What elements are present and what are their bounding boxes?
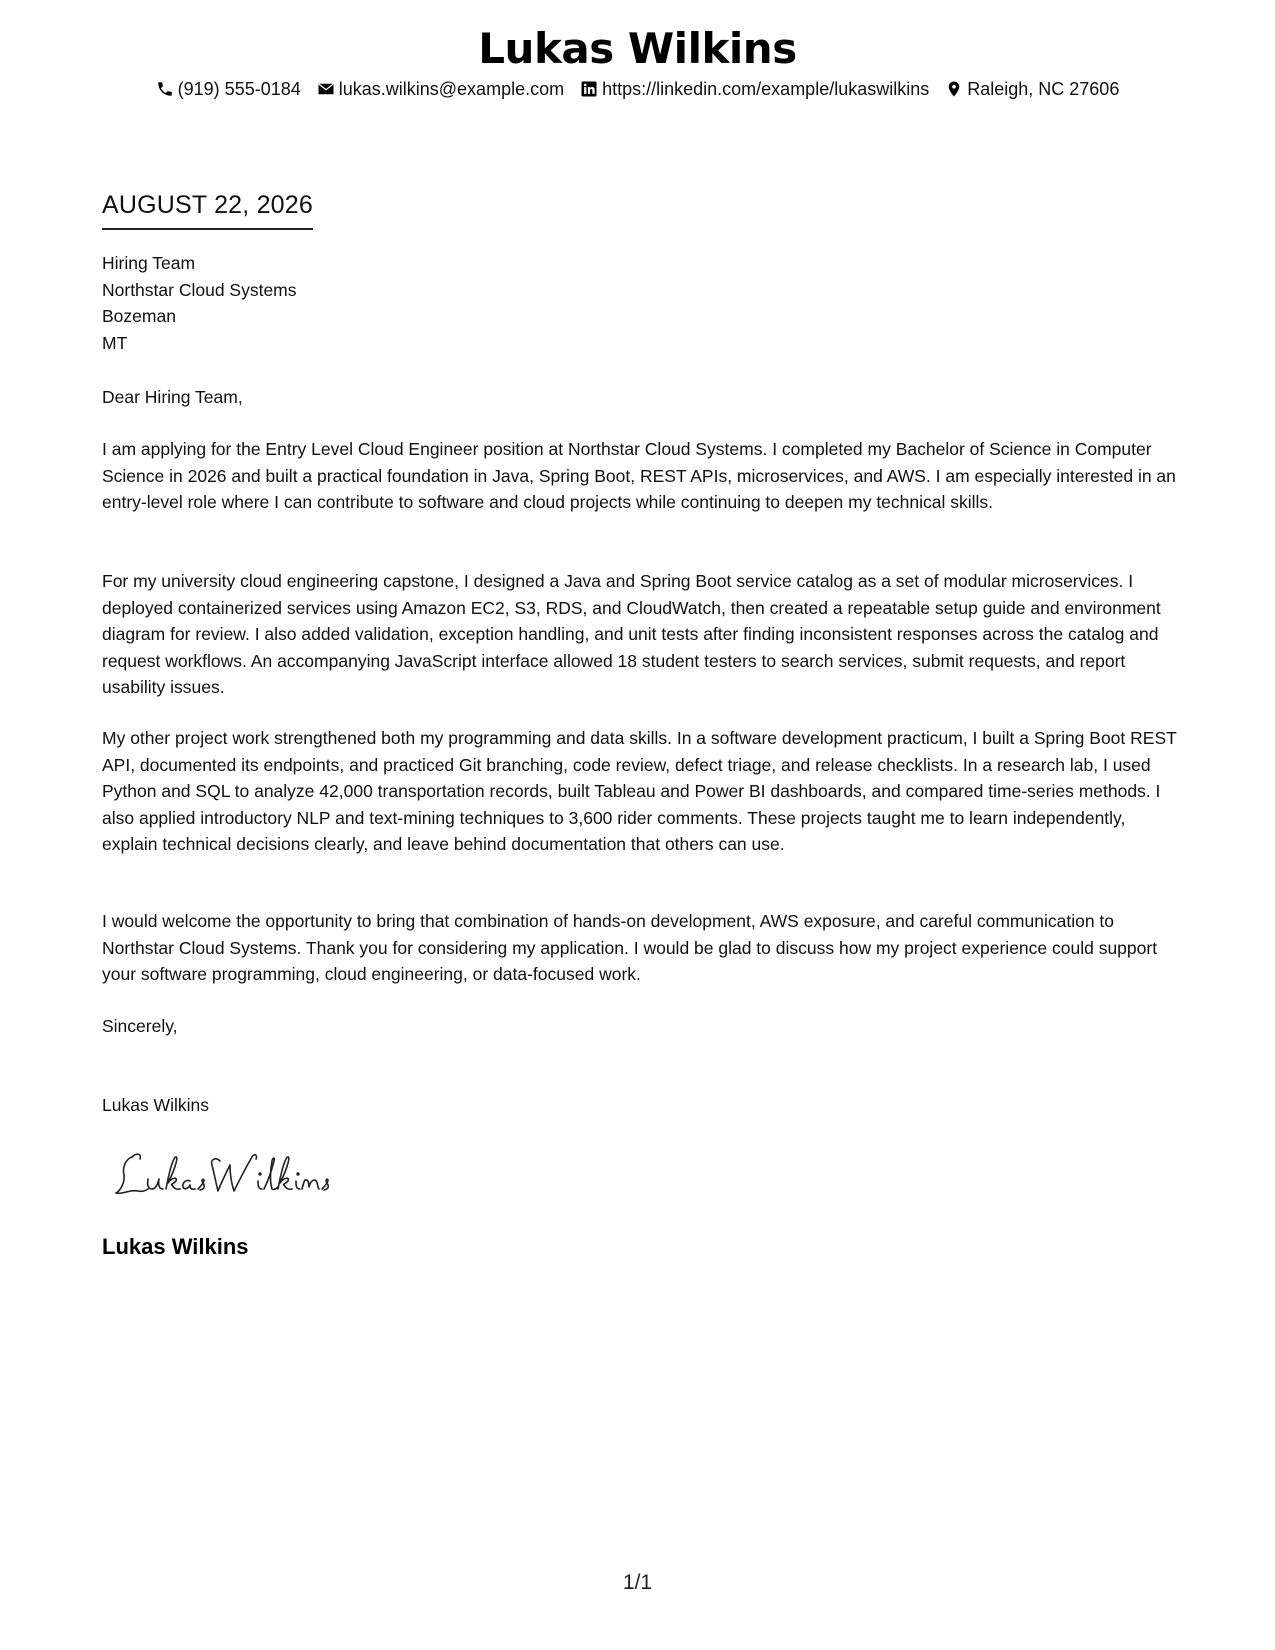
body-paragraph: My other project work strengthened both my programming and data skills. In a software development practicum, I built a Spring Boot REST API, documented its endpoints, and practiced Git branching, code review, defect triage, and release checklists. In a research lab, I used Python and SQL to analyze 42,000 transportation records, built Tableau and Power BI dashboards, and compared time-series methods. I also applied introductory NLP and text-mining techniques to 3,600 rider comments. These projects taught me to learn independently, explain technical decisions clearly, and leave behind documentation that others can use. xyxy=(102,728,1177,854)
typed-name: Lukas Wilkins xyxy=(102,1095,209,1115)
recipient-address xyxy=(102,250,1182,356)
body-paragraph: I would welcome the opportunity to bring that combination of hands-on development, AWS exposure, and careful communication to Northstar Cloud Systems. Thank you for considering my application. I would be glad to discuss how my project experience could support your software programming, cloud engineering, or data-focused work. xyxy=(102,911,1158,984)
phone-icon xyxy=(156,80,174,98)
location-text: Raleigh, NC 27606 xyxy=(967,79,1120,99)
handwritten-signature xyxy=(112,1143,352,1205)
closing: Sincerely, xyxy=(102,1016,178,1036)
recipient-line: Northstar Cloud Systems xyxy=(102,279,297,300)
contact-info-row xyxy=(0,78,1275,100)
letter-date: AUGUST 22, 2026 xyxy=(102,190,313,230)
recipient-line: MT xyxy=(102,332,128,353)
contact-phone xyxy=(156,78,301,100)
contact-linkedin[interactable] xyxy=(580,78,929,100)
body-paragraph: For my university cloud engineering capstone, I designed a Java and Spring Boot service catalog as a set of modular microservices. I deployed containerized services using Amazon EC2, S3, RDS, and CloudWatch, then created a repeatable setup guide and environment diagram for review. I also added validation, exception handling, and unit tests after finding inconsistent responses across the catalog and request workflows. An accompanying JavaScript interface allowed 18 student testers to search services, submit requests, and report usability issues. xyxy=(102,571,1161,697)
recipient-line: Hiring Team xyxy=(102,253,196,273)
applicant-name-heading: Lukas Wilkins xyxy=(478,24,797,73)
phone-text: (919) 555-0184 xyxy=(177,79,301,99)
salutation: Dear Hiring Team, xyxy=(102,387,243,407)
email-link[interactable]: lukas.wilkins@example.com xyxy=(338,79,565,99)
map-pin-icon xyxy=(945,80,963,98)
envelope-icon xyxy=(317,80,335,98)
contact-email[interactable] xyxy=(317,78,564,100)
page-number: 1/1 xyxy=(622,1571,653,1594)
letter-date-block xyxy=(102,190,313,230)
signature-name-bold: Lukas Wilkins xyxy=(102,1234,249,1259)
linkedin-link[interactable]: https://linkedin.com/example/lukaswilkins xyxy=(602,79,930,99)
body-paragraph: I am applying for the Entry Level Cloud Engineer position at Northstar Cloud Systems. I completed my Bachelor of Science in Computer Science in 2026 and built a practical foundation in Java, Spring Boot, REST APIs, microservices, and AWS. I am especially interested in an entry-level role where I can contribute to software and cloud projects while continuing to deepen my technical skills. xyxy=(102,439,1176,512)
linkedin-icon xyxy=(580,80,598,98)
recipient-line: Bozeman xyxy=(102,306,176,326)
contact-location xyxy=(945,78,1119,100)
